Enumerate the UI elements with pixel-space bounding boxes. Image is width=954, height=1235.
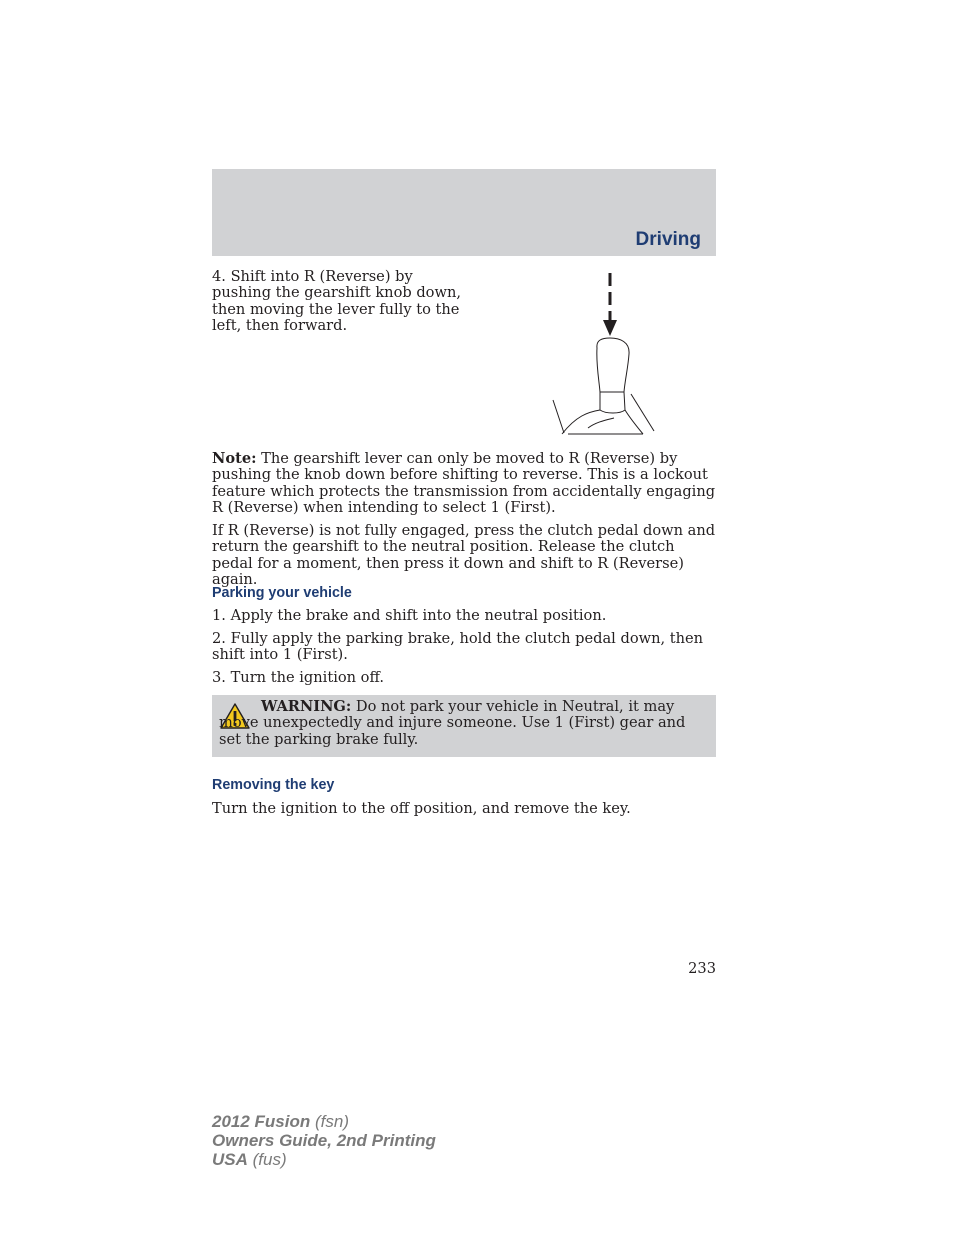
reverse-engagement-paragraph: If R (Reverse) is not fully engaged, press the clutch pedal down and return the gearshift to the neutral position. Release the clutch pedal for a moment, then press it down and shift to R (Reverse) again. <box>212 522 716 589</box>
removing-key-heading: Removing the key <box>212 777 335 793</box>
warning-text: Do not park your vehicle in Neutral, it may move unexpectedly and injure someone. Use 1 (First) gear and set the parking brake fully. <box>219 698 686 748</box>
warning-box <box>212 695 716 757</box>
step-4-text: 4. Shift into R (Reverse) by pushing the gearshift knob down, then moving the lever fully to the left, then forward. <box>212 268 461 335</box>
note-label: Note: <box>212 450 257 467</box>
gearshift-knob-illustration <box>548 268 660 440</box>
page-number: 233 <box>688 960 716 977</box>
footer-model-code: (fsn) <box>310 1112 349 1131</box>
footer-market-code: (fus) <box>247 1150 287 1169</box>
removing-key-text: Turn the ignition to the off position, and remove the key. <box>212 800 631 817</box>
footer-line-1 <box>212 1112 436 1131</box>
parking-step-1: 1. Apply the brake and shift into the neutral position. <box>212 607 607 624</box>
section-title: Driving <box>635 229 701 250</box>
footer-model: 2012 Fusion <box>212 1112 311 1131</box>
footer-guide-edition: Owners Guide, 2nd Printing <box>212 1131 436 1150</box>
note-paragraph <box>212 451 716 517</box>
section-header-band <box>212 169 716 256</box>
warning-paragraph <box>219 699 709 748</box>
footer-market: USA <box>212 1150 248 1169</box>
parking-step-2: 2. Fully apply the parking brake, hold the clutch pedal down, then shift into 1 (First). <box>212 630 704 664</box>
warning-label: WARNING: <box>261 698 352 715</box>
parking-step-3: 3. Turn the ignition off. <box>212 669 384 686</box>
parking-heading: Parking your vehicle <box>212 585 352 601</box>
note-text: The gearshift lever can only be moved to R (Reverse) by pushing the knob down before shifting to reverse. This is a lockout feature which protects the transmission from accidentally engaging R (Reverse) when intending to select 1 (First). <box>212 450 716 517</box>
footer-line-3 <box>212 1150 436 1169</box>
footer-line-2 <box>212 1131 436 1150</box>
footer-publication-info <box>212 1112 436 1169</box>
